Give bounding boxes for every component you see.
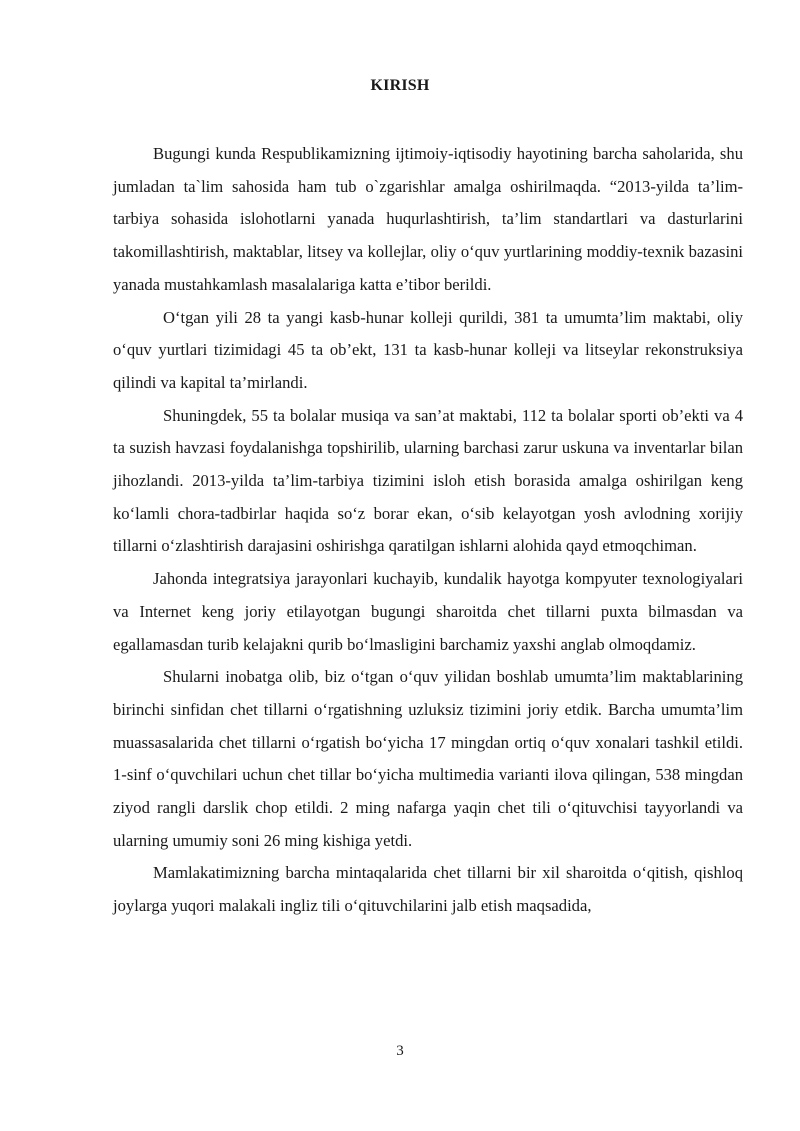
- page-title: KIRISH: [370, 77, 430, 94]
- paragraph-4: Jahonda integratsiya jarayonlari kuchayib, kundalik hayotga kompyuter texnologiyalari va Internet keng joriy etilayotgan bugungi sharoitda chet tillarni puxta bilmasdan va egallamasdan turib kelajakni qurib bo‘lmasligini barchamiz yaxshi anglab olmoqdamiz.: [113, 569, 743, 654]
- paragraph-5: Shularni inobatga olib, biz o‘tgan o‘quv yilidan boshlab umumta’lim maktablarining birinchi sinfidan chet tillarni o‘rgatishning uzluksiz tizimini joriy etdik. Barcha umumta’lim muassasalarida chet tillarni o‘rgatish bo‘yicha 17 mingdan ortiq o‘quv xonalari tashkil etildi. 1-sinf o‘quvchilari uchun chet tillar bo‘yicha multimedia varianti ilova qilingan, 538 mingdan ziyod rangli darslik chop etildi. 2 ming nafarga yaqin chet tili o‘qituvchisi tayyorlandi va ularning umumiy soni 26 ming kishiga yetdi.: [113, 667, 743, 850]
- page-number: 3: [396, 1043, 404, 1059]
- paragraph-6: Mamlakatimizning barcha mintaqalarida chet tillarni bir xil sharoitda o‘qitish, qishloq joylarga yuqori malakali ingliz tili o‘qituvchilarini jalb etish maqsadida,: [113, 863, 743, 916]
- paragraph-2: O‘tgan yili 28 ta yangi kasb-hunar kolleji qurildi, 381 ta umumta’lim maktabi, oliy o‘quv yurtlari tizimidagi 45 ta ob’ekt, 131 ta kasb-hunar kolleji va litseylar rekonstruksiya qilindi va kapital ta’mirlandi.: [113, 307, 743, 392]
- paragraph-3: Shuningdek, 55 ta bolalar musiqa va san’at maktabi, 112 ta bolalar sporti ob’ekti va 4 ta suzish havzasi foydalanishga topshirilib, ularning barchasi zarur uskuna va inventarlar bilan jihozlandi. 2013-yilda ta’lim-tarbiya tizimini isloh etish borasida amalga oshirilgan keng ko‘lamli chora-tadbirlar haqida so‘z borar ekan, o‘sib kelayotgan yosh avlodning xorijiy tillarni o‘zlashtirish darajasini oshirishga qaratilgan ishlarni alohida qayd etmoqchiman.: [113, 405, 743, 556]
- body-text: [113, 138, 743, 923]
- paragraph-1: Bugungi kunda Respublikamizning ijtimoiy-iqtisodiy hayotining barcha saholarida, shu jumladan ta`lim sahosida ham tub o`zgarishlar amalga oshirilmaqda. “2013-yilda ta’lim-tarbiya sohasida islohotlarni yanada huqurlashtirish, ta’lim standartlari va dasturlarini takomillashtirish, maktablar, litsey va kollejlar, oliy o‘quv yurtlarining moddiy-texnik bazasini yanada mustahkamlash masalalariga katta e’tibor berildi.: [113, 144, 743, 294]
